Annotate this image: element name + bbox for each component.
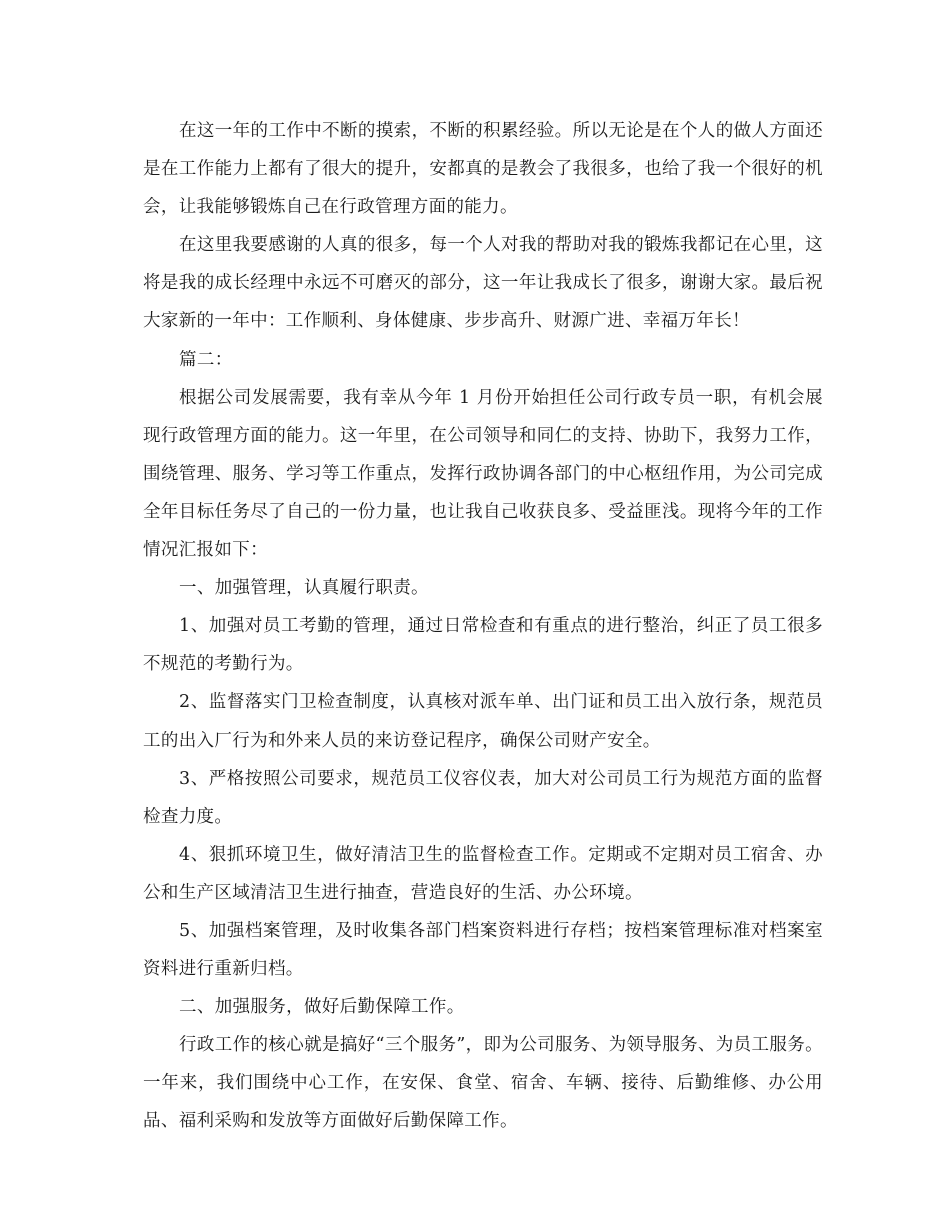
list-item-hygiene: 4、狠抓环境卫生，做好清洁卫生的监督检查工作。定期或不定期对员工宿舍、办公和生产区域清洁卫生进行抽查，营造良好的生活、办公环境。 [143,844,823,903]
section-heading-service: 二、加强服务，做好后勤保障工作。 [179,997,465,1018]
section-heading-management: 一、加强管理，认真履行职责。 [179,578,429,599]
paragraph-intro-exploration: 在这一年的工作中不断的摸索，不断的积累经验。所以无论是在个人的做人方面还是在工作能力上都有了很大的提升，安都真的是教会了我很多，也给了我一个很好的机会，让我能够锻炼自己在行政管理方面的能力。 [143,121,823,218]
list-item-gate-inspection: 2、监督落实门卫检查制度，认真核对派车单、出门证和员工出入放行条，规范员工的出入厂行为和外来人员的来访登记程序，确保公司财产安全。 [143,692,823,751]
paragraph-part-two-intro: 根据公司发展需要，我有幸从今年 1 月份开始担任公司行政专员一职，有机会展现行政管理方面的能力。这一年里，在公司领导和同仁的支持、协助下，我努力工作，围绕管理、服务、学习等工作重点，发挥行政协调各部门的中心枢纽作用，为公司完成全年目标任务尽了自己的一份力量，也让我自己收获良多、受益匪浅。现将今年的工作情况汇报如下： [143,387,823,561]
document-body [143,112,823,1141]
section-heading-part-two: 篇二： [179,349,233,370]
paragraph-three-services: 行政工作的核心就是搞好“三个服务”，即为公司服务、为领导服务、为员工服务。一年来，我们围绕中心工作，在安保、食堂、宿舍、车辆、接待、后勤维修、办公用品、福利采购和发放等方面做好后勤保障工作。 [143,1035,823,1132]
list-item-appearance: 3、严格按照公司要求，规范员工仪容仪表，加大对公司员工行为规范方面的监督检查力度。 [143,768,823,827]
list-item-archives: 5、加强档案管理，及时收集各部门档案资料进行存档；按档案管理标准对档案室资料进行重新归档。 [143,920,823,980]
paragraph-thanks: 在这里我要感谢的人真的很多，每一个人对我的帮助对我的锻炼我都记在心里，这将是我的成长经理中永远不可磨灭的部分，这一年让我成长了很多，谢谢大家。最后祝大家新的一年中：工作顺利、身体健康、步步高升、财源广进、幸福万年长！ [143,235,823,332]
list-item-attendance: 1、加强对员工考勤的管理，通过日常检查和有重点的进行整治，纠正了员工很多不规范的考勤行为。 [143,616,823,675]
